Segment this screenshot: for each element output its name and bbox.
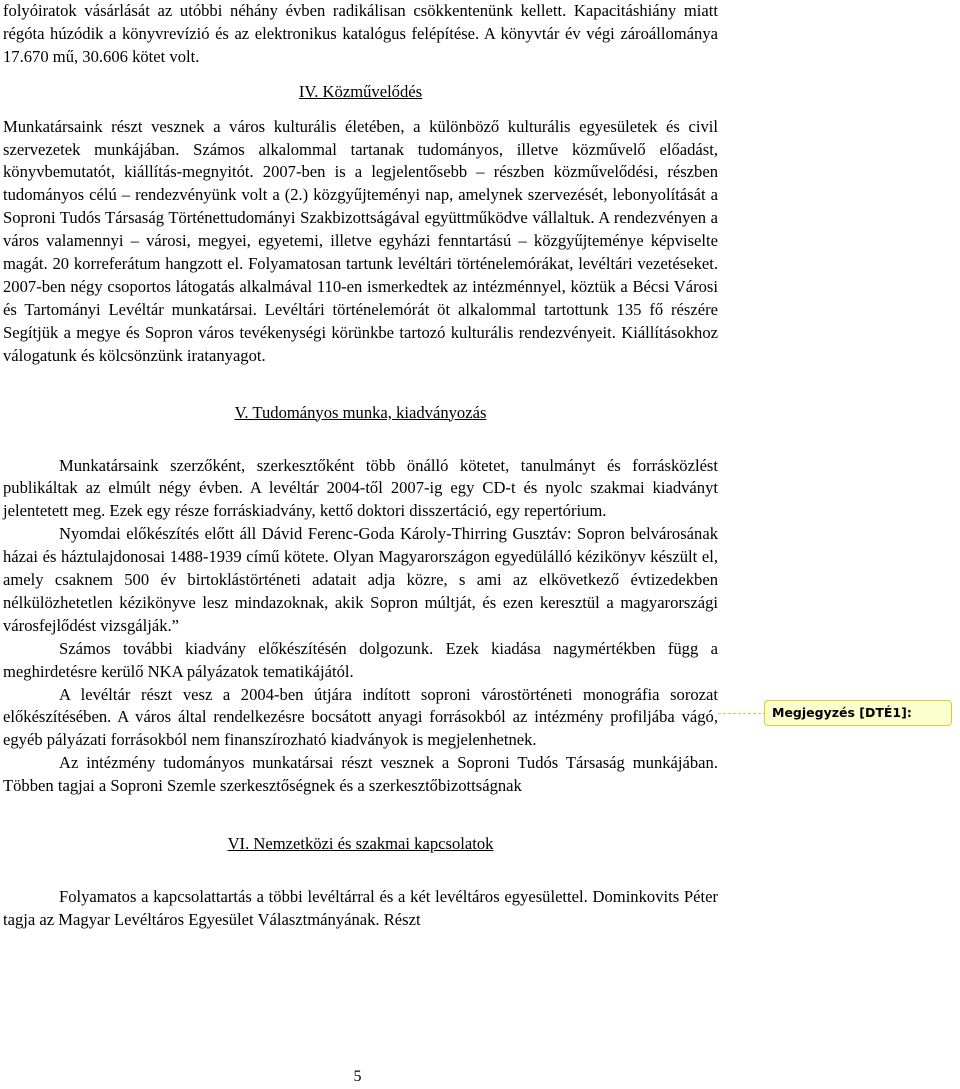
section-v-paragraph-4: A levéltár részt vesz a 2004-ben útjára indított soproni várostörténeti monográfia sorozat előkészítésében. A város által rendelkezésre bocsátott anyagi forrásokból az intézmény profiljába vágó, egyéb pályázati forrásokból nem finanszírozható kiadványok is megjelenhetnek.	[3, 684, 718, 750]
section-heading-vi	[3, 833, 718, 856]
section-heading-v-text: V. Tudományos munka, kiadványozás	[234, 402, 487, 422]
document-page	[3, 0, 718, 932]
section-v-paragraph-2: Nyomdai előkészítés előtt áll Dávid Ferenc-Goda Károly-Thirring Gusztáv: Sopron belvárosának házai és háztulajdonosai 1488-1939 című kötete. Olyan Magyarországon egyedülálló kézikönyv készült el, amely csaknem 500 év birtoklástörténeti adatait adja közre, s ami az elkövetkező évtizedekben nélkülözhetetlen kézikönyve lesz mindazoknak, akik Sopron múltját, és ezen keresztül a magyarországi városfejlődést vizsgálják.”	[3, 524, 718, 635]
section-v-paragraph-3: Számos további kiadvány előkészítésén dolgozunk. Ezek kiadása nagymértékben függ a meghirdetésre kerülő NKA pályázatok tematikájától.	[3, 638, 718, 681]
spacer	[3, 69, 718, 81]
section-vi-paragraph-1: Folyamatos a kapcsolattartás a többi levéltárral és a két levéltáros egyesülettel. Dominkovits Péter tagja az Magyar Levéltáros Egyesület Választmányának. Részt	[3, 887, 718, 929]
section-v-paragraph-5: Az intézmény tudományos munkatársai részt vesznek a Soproni Tudós Társaság munkájában. Többen tagjai a Soproni Szemle szerkesztőségnek és a szerkesztőbizottságnak	[3, 753, 718, 796]
section-heading-v	[3, 402, 718, 425]
comment-connector-line	[718, 713, 766, 714]
spacer	[3, 856, 718, 886]
intro-paragraph: folyóiratok vásárlását az utóbbi néhány évben radikálisan csökkentenünk kellett. Kapacitáshiány miatt régóta húzódik a könyvrevízió és az elektronikus katalógus felépítése. A könyvtár év végi zároállománya 17.670 mű, 30.606 kötet volt.	[3, 1, 718, 66]
comment-label: Megjegyzés [DTÉ1]:	[772, 705, 912, 720]
section-heading-iv-text: IV. Közművelődés	[298, 81, 423, 101]
section-heading-vi-text: VI. Nemzetközi és szakmai kapcsolatok	[227, 834, 494, 854]
comment-balloon[interactable]	[764, 700, 952, 726]
section-iv-paragraph: Munkatársaink részt vesznek a város kulturális életében, a különböző kulturális egyesületek és civil szervezetek munkájában. Számos alkalommal tartanak tudományos, illetve közművelő előadást, könyvbemutatót, kiállítás-megnyitót. 2007-ben is a legjelentősebb – részben közművelődési, részben tudományos célú – rendezvényünk volt a (2.) közgyűjteményi nap, amelynek szervezését, lebonyolítását a Soproni Tudós Társaság Történettudományi Szakbizottságával együttműködve vállaltuk. A rendezvényen a város valamennyi – városi, megyei, egyetemi, illetve egyházi fenntartású – közgyűjteménye képviselte magát. 20 korreferátum hangzott el. Folyamatosan tartunk levéltári történelemórákat, levéltári vezetéseket. 2007-ben négy csoportos látogatás alkalmával 110-en ismerkedtek az intézménnyel, köztük a Bécsi Városi és Tartományi Levéltár munkatársai. Levéltári történelemórát öt alkalommal tartottunk 135 fő részére Segítjük a megye és Sopron város tevékenységi körünkbe tartozó kulturális rendezvényeit. Kiállításokhoz válogatunk és kölcsönzünk iratanyagot.	[3, 116, 718, 365]
spacer	[3, 798, 718, 833]
section-heading-iv	[3, 81, 718, 104]
spacer	[3, 368, 718, 402]
spacer	[3, 425, 718, 455]
spacer	[3, 104, 718, 116]
page-number: 5	[353, 1068, 362, 1085]
section-v-paragraph-1: Munkatársaink szerzőként, szerkesztőként több önálló kötetet, tanulmányt és forrásközlést publikáltak az elmúlt négy évben. A levéltár 2004-től 2007-ig egy CD-t és nyolc szakmai kiadványt jelentetett meg. Ezek egy része forráskiadvány, kettő doktori disszertáció, egy repertórium.	[3, 455, 718, 521]
